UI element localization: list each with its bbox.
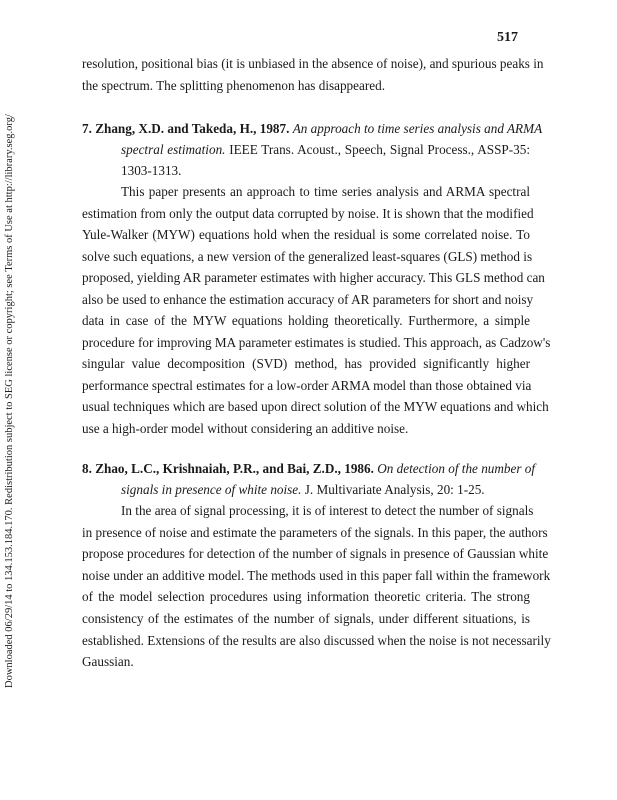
text-line: consistency of the estimates of the number of signals, under different situations, is (82, 611, 530, 626)
ref7-line-2 (121, 142, 530, 158)
download-notice: Downloaded 06/29/14 to 134.153.184.170. Redistribution subject to SEG license or copyright; see Terms of Use at http://library.seg.org/ (4, 114, 15, 688)
ref8-line-1 (82, 461, 536, 477)
ref7-source: IEEE Trans. Acoust., Speech, Signal Process., ASSP-35: (229, 142, 530, 157)
text-line: in presence of noise and estimate the parameters of the signals. In this paper, the authors (82, 524, 548, 540)
text-line: estimation from only the output data corrupted by noise. It is shown that the modified (82, 205, 534, 221)
text-line: also be used to enhance the estimation accuracy of AR parameters for short and noisy (82, 291, 534, 307)
text-line: resolution, positional bias (it is unbiased in the absence of noise), and spurious peaks in (82, 56, 544, 71)
ref8-authors: 8. Zhao, L.C., Krishnaiah, P.R., and Bai, Z.D., 1986. (82, 461, 374, 476)
text-line: propose procedures for detection of the number of signals in presence of Gaussian white (82, 546, 549, 562)
text-line: noise under an additive model. The methods used in this paper fall within the framework (82, 567, 551, 583)
text-line: Yule-Walker (MYW) equations hold when the residual is some correlated noise. To (82, 227, 530, 242)
ref7-authors: 7. Zhang, X.D. and Takeda, H., 1987. (82, 121, 290, 136)
text-line: This paper presents an approach to time series analysis and ARMA spectral (121, 184, 530, 199)
page-number: 517 (497, 30, 518, 45)
ref8-source: J. Multivariate Analysis, 20: 1-25. (304, 482, 485, 497)
text-line: performance spectral estimates for a low-order ARMA model than those obtained via (82, 377, 532, 393)
text-line: singular value decomposition (SVD) method, has provided significantly higher (82, 356, 530, 371)
ref7-title: An approach to time series analysis and ARMA (292, 121, 543, 136)
ref7-title-cont: spectral estimation. (121, 142, 226, 157)
text-line: usual techniques which are based upon direct solution of the MYW equations and which (82, 399, 549, 414)
text-line: established. Extensions of the results are also discussed when the noise is not necessarily (82, 632, 551, 648)
text-line: use a high-order model without considering an additive noise. (82, 420, 409, 436)
text-line: the spectrum. The splitting phenomenon has disappeared. (82, 77, 385, 93)
ref8-title-cont: signals in presence of white noise. (121, 482, 302, 497)
ref8-line-2 (121, 482, 530, 498)
text-line: procedure for improving MA parameter estimates is studied. This approach, as Cadzow's (82, 334, 551, 350)
text-line: proposed, yielding AR parameter estimates with higher accuracy. This GLS method can (82, 270, 545, 285)
text-line: of the model selection procedures using information theoretic criteria. The strong (82, 589, 530, 605)
ref7-line-1 (82, 121, 543, 137)
ref7-pages: 1303-1313. (121, 163, 182, 178)
text-line: solve such equations, a new version of the generalized least-squares (GLS) method is (82, 248, 533, 264)
text-line: In the area of signal processing, it is of interest to detect the number of signals (121, 503, 534, 518)
ref8-title: On detection of the number of (377, 461, 536, 476)
text-line: data in case of the MYW equations holding theoretically. Furthermore, a simple (82, 313, 530, 328)
text-line: Gaussian. (82, 654, 134, 670)
